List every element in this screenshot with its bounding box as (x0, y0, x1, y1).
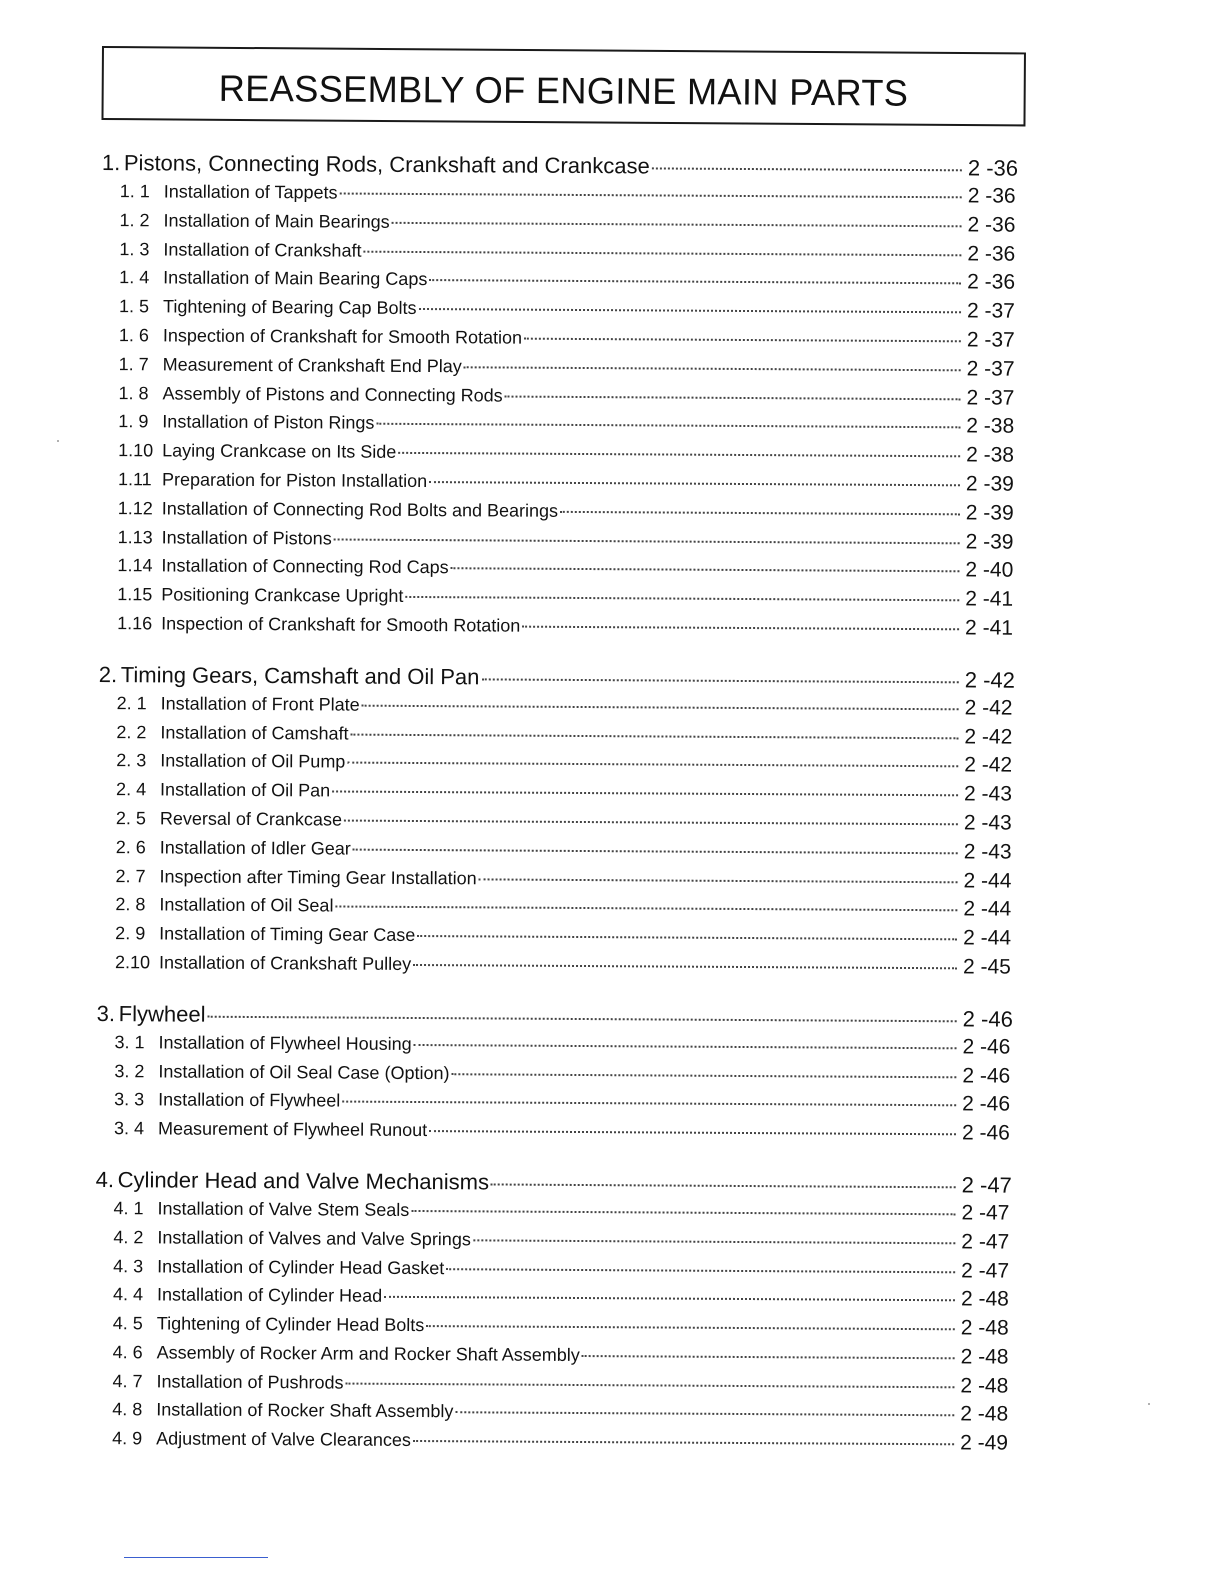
entry-title: Assembly of Rocker Arm and Rocker Shaft Assembly (156, 1342, 580, 1365)
page-reference: 2 -38 (966, 414, 1015, 439)
page-reference: 2 -44 (963, 897, 1012, 921)
page-reference: 2 -37 (966, 357, 1015, 381)
entry-number: 1. 9 (118, 411, 149, 432)
dot-leader (344, 819, 958, 825)
dot-leader (413, 1440, 954, 1445)
page-reference: 2 -36 (967, 213, 1016, 237)
entry-title: Laying Crankcase on Its Side (162, 440, 397, 463)
toc-section (84, 1167, 1020, 1461)
page-reference: 2 -48 (960, 1316, 1009, 1340)
footer-rule (124, 1557, 268, 1558)
page-reference: 2 -46 (962, 1092, 1011, 1116)
entry-number: 1.10 (118, 440, 154, 461)
entry-number: 1. 6 (118, 325, 149, 346)
entry-title: Positioning Crankcase Upright (161, 584, 404, 607)
page-reference: 2 -47 (961, 1258, 1010, 1283)
page-reference: 2 -44 (963, 868, 1012, 893)
dot-leader (347, 762, 958, 768)
entry-number: 1.14 (117, 555, 153, 576)
entry-title: Installation of Connecting Rod Caps (161, 555, 449, 578)
entry-number: 4. 7 (112, 1370, 143, 1392)
table-of-contents (84, 150, 1026, 1483)
dot-leader (413, 964, 957, 969)
entry-title: Installation of Pushrods (156, 1371, 344, 1393)
entry-number: 2. 6 (115, 836, 146, 858)
entry-title: Inspection of Crankshaft for Smooth Rotation (162, 325, 523, 348)
dot-leader (419, 308, 962, 313)
page-reference: 2 -43 (963, 811, 1012, 835)
entry-number: 1. 5 (118, 296, 150, 317)
section-title: Pistons, Connecting Rods, Crankshaft and Crankcase (123, 150, 650, 179)
entry-title: Installation of Idler Gear (159, 837, 351, 859)
entry-title: Preparation for Piston Installation (161, 469, 428, 492)
dot-leader (340, 193, 962, 199)
entry-title: Installation of Rocker Shaft Assembly (156, 1399, 454, 1422)
entry-title: Installation of Valve Stem Seals (157, 1198, 410, 1220)
entry-number: 1. 7 (118, 353, 149, 375)
entry-number: 4. 8 (112, 1399, 143, 1420)
page-reference: 2 -46 (961, 1121, 1010, 1145)
dot-leader (481, 678, 958, 683)
entry-title: Installation of Camshaft (160, 721, 349, 744)
page-reference: 2 -43 (964, 782, 1013, 806)
toc-entry[interactable] (89, 611, 1023, 646)
page-reference: 2 -43 (963, 840, 1012, 864)
entry-title: Installation of Pistons (161, 526, 332, 549)
entry-title: Inspection of Crankshaft for Smooth Rotation (161, 613, 521, 636)
dot-leader (451, 1073, 956, 1078)
page-reference: 2 -36 (967, 184, 1016, 208)
entry-number: 4. 5 (112, 1313, 143, 1334)
dot-leader (464, 366, 961, 371)
entry-title: Installation of Tappets (163, 181, 338, 203)
entry-title: Installation of Flywheel (158, 1089, 341, 1111)
entry-number: 4. 9 (112, 1428, 143, 1449)
page-reference: 2 -37 (966, 299, 1015, 323)
entry-number: 3. 3 (114, 1089, 145, 1110)
dot-leader (652, 167, 962, 171)
entry-title: Installation of Connecting Rod Bolts and Bearings (161, 498, 559, 521)
dot-leader (524, 338, 961, 343)
page-reference: 2 -44 (963, 926, 1012, 950)
entry-title: Adjustment of Valve Clearances (156, 1428, 411, 1451)
entry-number: 1.13 (117, 526, 153, 547)
entry-number: 3. 2 (114, 1060, 145, 1081)
page-reference: 2 -42 (964, 724, 1013, 749)
entry-number: 2.10 (114, 952, 151, 973)
dot-leader (429, 1130, 956, 1135)
page-reference: 2 -48 (960, 1374, 1009, 1398)
dot-leader (392, 222, 962, 227)
page-reference: 2 -36 (967, 155, 1019, 181)
entry-title: Assembly of Pistons and Connecting Rods (162, 383, 503, 406)
entry-number: 1. 1 (119, 181, 150, 202)
entry-title: Installation of Main Bearing Caps (163, 267, 428, 290)
page-reference: 2 -37 (966, 385, 1015, 410)
entry-number: 2. 1 (116, 692, 147, 714)
entry-number: 2. 7 (115, 865, 146, 886)
entry-title: Installation of Crankshaft Pulley (158, 952, 412, 974)
dot-leader (332, 791, 958, 797)
entry-title: Installation of Crankshaft (163, 239, 362, 261)
dot-leader (414, 1044, 957, 1049)
entry-title: Installation of Timing Gear Case (159, 923, 416, 946)
entry-title: Installation of Cylinder Head (156, 1284, 383, 1307)
entry-number: 4. 3 (113, 1255, 144, 1276)
dot-leader (473, 1239, 955, 1244)
toc-section (87, 662, 1023, 985)
toc-entry[interactable] (87, 950, 1021, 985)
dot-leader (334, 538, 960, 544)
entry-number: 1. 4 (119, 267, 150, 288)
page-reference: 2 -38 (966, 443, 1015, 467)
entry-number: 1.11 (117, 469, 152, 490)
title-box (101, 46, 1025, 126)
dot-leader (411, 1210, 955, 1215)
page-reference: 2 -40 (965, 558, 1014, 582)
dot-leader (429, 279, 961, 284)
dot-leader (429, 481, 960, 486)
dot-leader (208, 1015, 957, 1022)
page-reference: 2 -36 (967, 241, 1016, 266)
entry-title: Tightening of Bearing Cap Bolts (162, 296, 417, 319)
entry-number: 3. 4 (113, 1118, 145, 1139)
page-reference: 2 -42 (964, 667, 1016, 693)
entry-title: Measurement of Flywheel Runout (157, 1118, 428, 1141)
entry-number: 2. 4 (116, 779, 147, 800)
page-reference: 2 -37 (966, 328, 1015, 352)
page-reference: 2 -36 (967, 270, 1016, 295)
entry-number: 4. 2 (113, 1226, 144, 1248)
dot-leader (417, 935, 957, 940)
dot-leader (398, 452, 960, 457)
dot-leader (363, 250, 961, 256)
page-reference: 2 -41 (965, 616, 1014, 640)
entry-title: Installation of Flywheel Housing (158, 1032, 412, 1054)
page-reference: 2 -45 (962, 955, 1011, 979)
page-reference: 2 -47 (961, 1201, 1010, 1225)
dot-leader (351, 733, 959, 739)
page-reference: 2 -39 (965, 472, 1014, 496)
dot-leader (426, 1325, 955, 1330)
toc-section (86, 1001, 1021, 1151)
dot-leader (451, 568, 960, 573)
page-reference: 2 -39 (965, 529, 1014, 554)
entry-title: Installation of Oil Pump (160, 750, 346, 772)
entry-number: 3. 1 (114, 1031, 145, 1053)
entry-number: 2. 8 (115, 894, 146, 915)
page-reference: 2 -48 (960, 1287, 1009, 1311)
section-number: 1. (101, 150, 121, 176)
dot-leader (505, 395, 961, 400)
entry-title: Installation of Oil Pan (160, 779, 331, 801)
entry-title: Inspection after Timing Gear Installation (159, 865, 477, 888)
dot-leader (560, 511, 960, 515)
entry-number: 2. 3 (116, 750, 147, 771)
dot-leader (346, 1382, 955, 1388)
section-title: Timing Gears, Camshaft and Oil Pan (120, 661, 480, 690)
page-reference: 2 -41 (965, 587, 1014, 611)
dot-leader (335, 906, 957, 912)
toc-entry[interactable] (86, 1116, 1020, 1151)
dot-leader (362, 704, 959, 710)
section-number: 3. (96, 1000, 116, 1026)
page-reference: 2 -42 (964, 753, 1013, 777)
page-reference: 2 -47 (961, 1230, 1010, 1254)
dot-leader (405, 596, 959, 601)
dot-leader (582, 1355, 955, 1359)
entry-number: 1.12 (117, 497, 153, 519)
dot-leader (384, 1296, 955, 1301)
section-number: 4. (95, 1166, 115, 1193)
page-title: REASSEMBLY OF ENGINE MAIN PARTS (218, 67, 909, 114)
scan-speck (57, 440, 59, 442)
entry-title: Tightening of Cylinder Head Bolts (156, 1313, 425, 1336)
entry-title: Reversal of Crankcase (159, 808, 343, 830)
entry-number: 1.16 (117, 613, 153, 634)
entry-title: Installation of Oil Seal (159, 894, 334, 916)
toc-entry[interactable] (84, 1426, 1018, 1461)
page-reference: 2 -48 (960, 1345, 1009, 1369)
entry-title: Installation of Piston Rings (162, 411, 375, 434)
page-reference: 2 -46 (962, 1006, 1013, 1032)
dot-leader (353, 848, 958, 854)
entry-title: Installation of Valves and Valve Springs (157, 1227, 471, 1250)
page-reference: 2 -49 (960, 1431, 1009, 1455)
entry-number: 2. 9 (115, 923, 146, 944)
entry-number: 2. 2 (116, 721, 147, 742)
entry-number: 4. 4 (112, 1284, 144, 1305)
section-number: 2. (98, 661, 118, 687)
entry-number: 1. 3 (119, 238, 150, 259)
entry-title: Measurement of Crankshaft End Play (162, 354, 462, 377)
page-reference: 2 -47 (961, 1172, 1012, 1198)
dot-leader (446, 1268, 955, 1273)
section-title: Cylinder Head and Valve Mechanisms (117, 1167, 490, 1195)
entry-title: Installation of Front Plate (160, 693, 360, 715)
entry-number: 2. 5 (115, 808, 147, 829)
page-reference: 2 -48 (960, 1402, 1009, 1427)
page-reference: 2 -46 (962, 1035, 1011, 1059)
scan-speck (1148, 1403, 1150, 1405)
toc-section (89, 150, 1026, 645)
entry-number: 4. 1 (113, 1198, 144, 1219)
page-reference: 2 -42 (964, 696, 1013, 720)
entry-title: Installation of Cylinder Head Gasket (157, 1255, 445, 1278)
page-reference: 2 -46 (962, 1063, 1011, 1088)
entry-number: 1. 2 (119, 209, 150, 231)
dot-leader (455, 1412, 954, 1417)
dot-leader (479, 878, 958, 883)
dot-leader (342, 1101, 956, 1107)
page-reference: 2 -39 (965, 501, 1014, 525)
entry-number: 1. 8 (118, 382, 149, 403)
entry-title: Installation of Main Bearings (163, 210, 390, 232)
entry-number: 1.15 (117, 584, 153, 605)
dot-leader (491, 1183, 956, 1188)
entry-number: 4. 6 (112, 1342, 143, 1363)
dot-leader (522, 626, 959, 631)
dot-leader (376, 423, 960, 429)
entry-title: Installation of Oil Seal Case (Option) (158, 1060, 450, 1083)
section-title: Flywheel (118, 1000, 206, 1027)
